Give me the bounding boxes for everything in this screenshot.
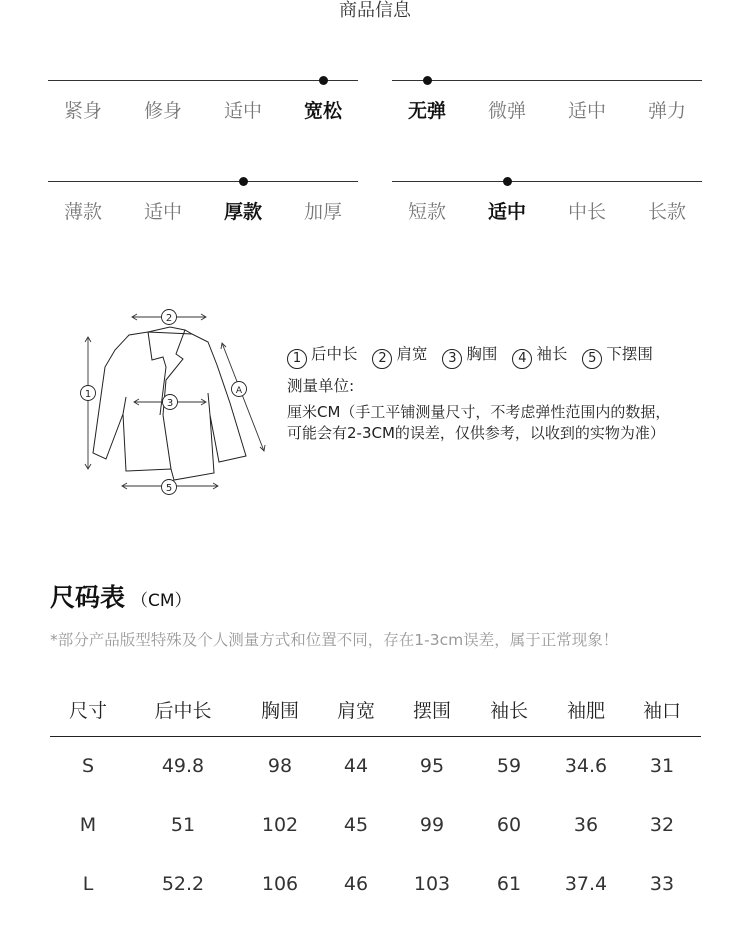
scale-marker: [503, 177, 512, 186]
table-cell: 52.2: [161, 873, 205, 895]
table-cell: 46: [343, 873, 369, 895]
legend-item: 5 下摆围: [582, 342, 653, 369]
length-scale: [392, 181, 702, 241]
table-cell: 34.6: [564, 755, 608, 777]
column-header: 肩宽: [336, 700, 376, 722]
legend-items: [287, 342, 737, 369]
table-cell: 98: [267, 755, 293, 777]
table-row: [50, 796, 701, 855]
fit-option: 紧身: [63, 100, 102, 122]
thickness-option: 加厚: [303, 201, 342, 223]
diagram-marker: 2: [165, 313, 173, 324]
length-option-selected: 适中: [487, 201, 526, 223]
thickness-option: 适中: [143, 201, 182, 223]
elasticity-option: 弹力: [647, 100, 686, 122]
scale-line: [48, 181, 358, 182]
jacket-side-line: [208, 393, 210, 415]
page-title: 商品信息: [339, 0, 411, 21]
jacket-side-line: [123, 397, 126, 414]
size-table: [50, 680, 701, 914]
column-header: 尺寸: [68, 700, 108, 722]
scale-line: [392, 181, 702, 182]
table-cell: 37.4: [564, 873, 608, 895]
column-header: 袖肥: [566, 700, 606, 722]
size-chart-title: 尺码表 （CM）: [50, 583, 192, 612]
thickness-option-selected: 厚款: [223, 201, 262, 223]
table-cell: 60: [496, 814, 522, 836]
legend-item: 2 肩宽: [372, 342, 427, 369]
length-option: 中长: [567, 201, 606, 223]
unit-title: 测量单位:: [287, 377, 355, 395]
fit-scale: [48, 80, 358, 140]
table-cell: L: [82, 873, 94, 895]
scale-line: [48, 80, 358, 81]
fit-option-selected: 宽松: [303, 100, 342, 122]
thickness-scale: [48, 181, 358, 241]
table-cell: 44: [343, 755, 369, 777]
elasticity-option: 微弹: [487, 100, 526, 122]
table-row: [50, 855, 701, 914]
table-cell: 61: [496, 873, 522, 895]
table-cell: 49.8: [161, 755, 205, 777]
table-cell: 31: [649, 755, 675, 777]
length-option: 长款: [647, 201, 686, 223]
elasticity-option: 适中: [567, 100, 606, 122]
column-header: 后中长: [154, 700, 212, 722]
diagram-marker: 1: [84, 389, 92, 400]
unit-description: 厘米CM（手工平铺测量尺寸，不考虑弹性范围内的数据， 可能会有2-3CM的误差，仅供参考，以收到的实物为准）: [287, 403, 671, 442]
table-cell: 103: [413, 873, 451, 895]
jacket-collar: [148, 327, 185, 332]
size-chart-note: *部分产品版型特殊及个人测量方式和位置不同，存在1-3cm误差，属于正常现象！: [50, 631, 619, 649]
table-cell: 95: [419, 755, 445, 777]
scale-marker: [239, 177, 248, 186]
legend-item: 3 胸围: [442, 342, 497, 369]
fit-option: 适中: [223, 100, 262, 122]
scale-marker: [423, 76, 432, 85]
elasticity-option-selected: 无弹: [407, 100, 446, 122]
table-row: [50, 737, 701, 796]
table-cell: S: [81, 755, 95, 777]
scale-marker: [319, 76, 328, 85]
column-header: 袖长: [489, 700, 529, 722]
table-cell: 106: [261, 873, 299, 895]
table-cell: 102: [261, 814, 299, 836]
table-cell: M: [79, 814, 97, 836]
elasticity-scale: [392, 80, 702, 140]
table-header: [50, 680, 701, 737]
column-header: 胸围: [260, 700, 300, 722]
table-cell: 99: [419, 814, 445, 836]
jacket-hem-line: [163, 415, 171, 469]
measurement-legend: [287, 342, 737, 444]
table-cell: 59: [496, 755, 522, 777]
thickness-option: 薄款: [63, 201, 102, 223]
length-option: 短款: [407, 201, 446, 223]
table-cell: 36: [573, 814, 599, 836]
table-cell: 45: [343, 814, 369, 836]
table-cell: 51: [170, 814, 196, 836]
diagram-marker: 3: [166, 398, 174, 409]
diagram-marker: 5: [165, 483, 173, 494]
column-header: 摆围: [412, 700, 452, 722]
diagram-marker: A: [235, 386, 243, 396]
column-header: 袖口: [642, 700, 682, 722]
scale-line: [392, 80, 702, 81]
legend-item: 4 袖长: [512, 342, 567, 369]
fit-option: 修身: [143, 100, 182, 122]
jacket-measurement-diagram: [70, 305, 280, 500]
table-cell: 33: [649, 873, 675, 895]
legend-item: 1 后中长: [287, 342, 358, 369]
table-cell: 32: [649, 814, 675, 836]
